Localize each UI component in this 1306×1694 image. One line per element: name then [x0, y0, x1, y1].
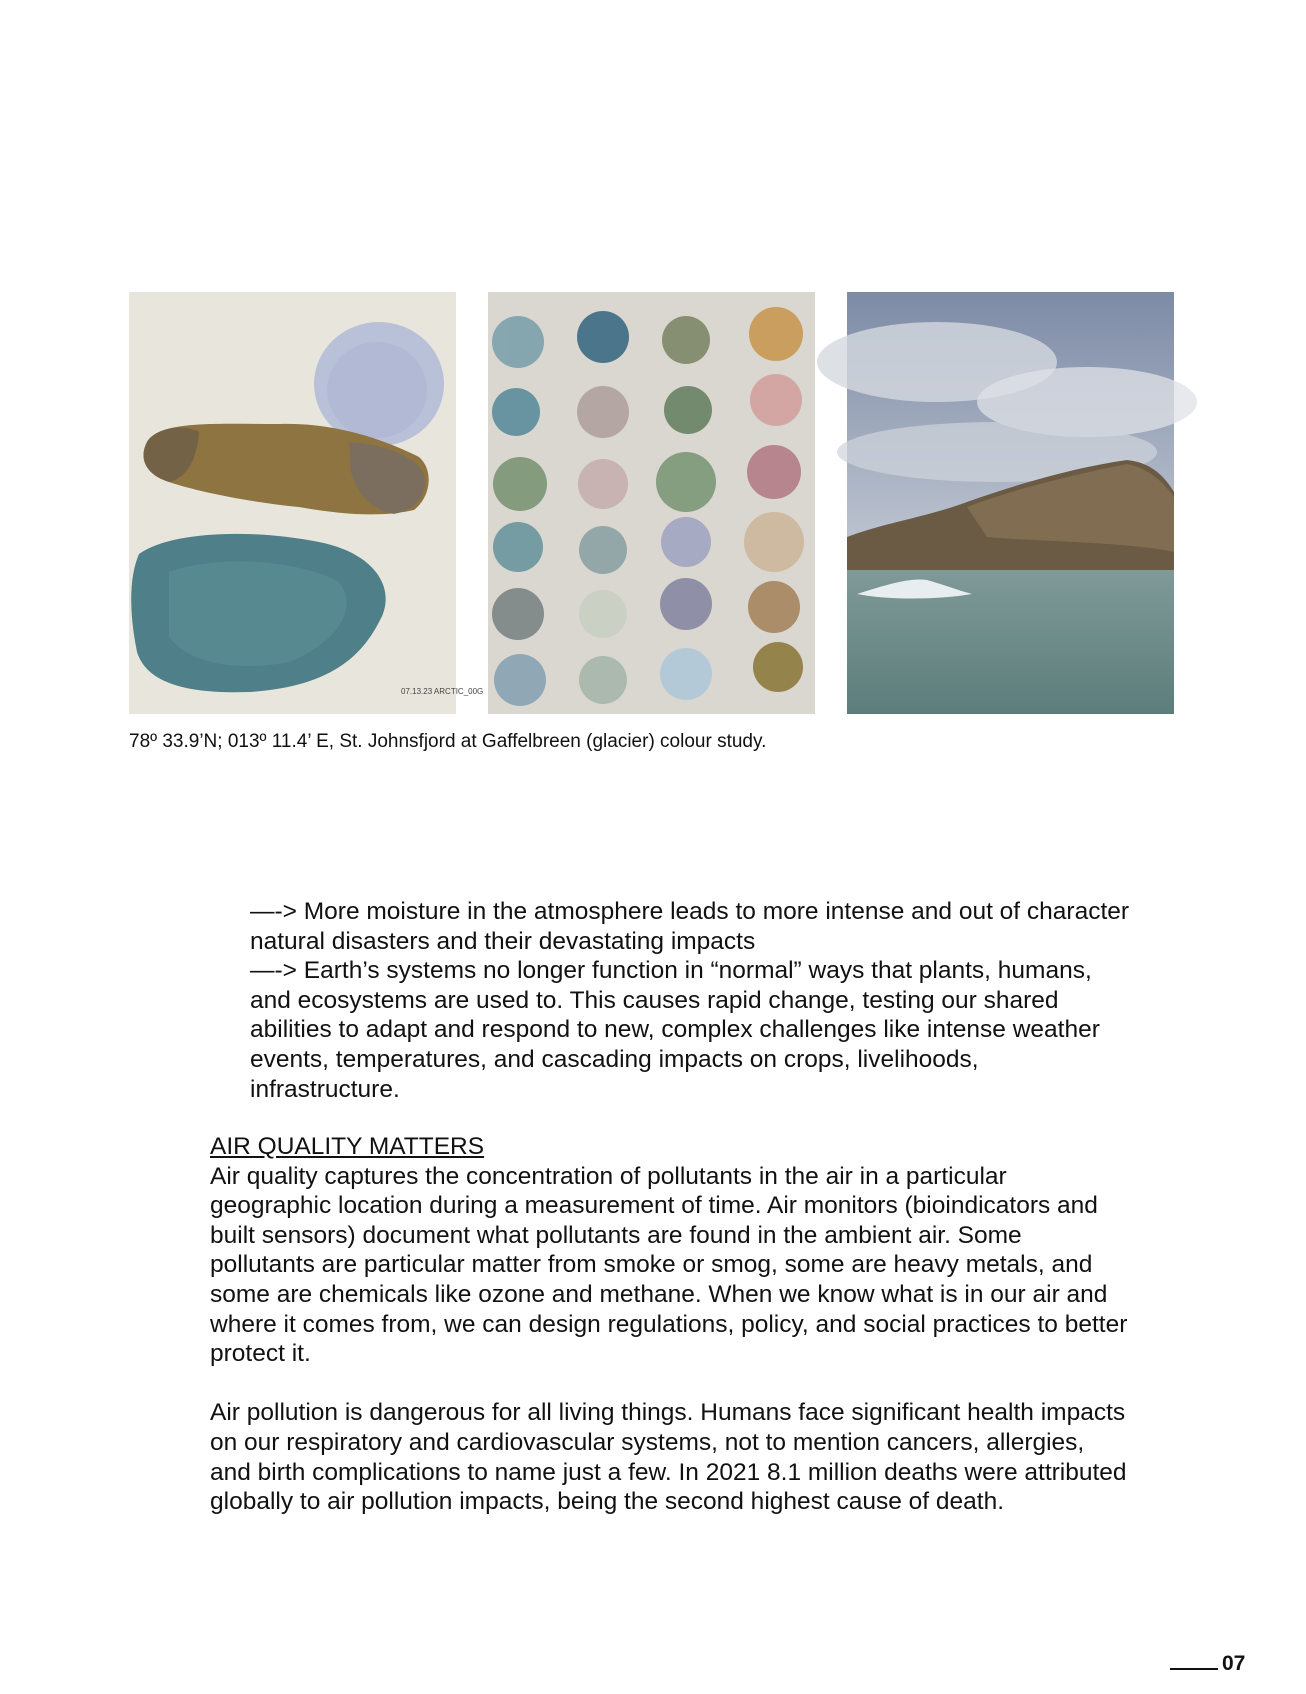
- page-number-rule: [1170, 1668, 1218, 1670]
- watercolour-dot-palette-image: [488, 292, 815, 714]
- note-earth-systems: —-> Earth’s systems no longer function in “normal” ways that plants, humans, and ecosystems are used to. This causes rapid change, testing our shared abilities to adapt and respond to new, complex challenges like intense weather events, temperatures, and cascading impacts on crops, livelihoods, infrastructure.: [250, 957, 1100, 1103]
- glacier-fjord-scene: [847, 292, 1174, 714]
- note-moisture: —-> More moisture in the atmosphere leads to more intense and out of character natural disasters and their devastating impacts: [250, 898, 1130, 955]
- watercolour-swatch-study-image: [129, 292, 484, 714]
- indented-notes: [250, 897, 1130, 1104]
- page-number: [1170, 1652, 1245, 1676]
- section-heading: AIR QUALITY MATTERS: [210, 1133, 485, 1160]
- page-number-text: 07: [1222, 1652, 1246, 1675]
- air-quality-section: [210, 1132, 1130, 1517]
- watercolour-swatch-study-art: [129, 292, 484, 714]
- inscription-date: 07.13.23 ARCTIC_00G: [401, 687, 484, 696]
- paragraph-air-pollution: Air pollution is dangerous for all living things. Humans face significant health impacts on our respiratory and cardiovascular systems, not to mention cancers, allergies, and birth complications to name just a few. In 2021 8.1 million deaths were attributed globally to air pollution impacts, being the second highest cause of death.: [210, 1399, 1127, 1516]
- watercolour-dot-palette-art: [488, 292, 815, 714]
- glacier-fjord-photo: [847, 292, 1174, 714]
- paragraph-air-quality: Air quality captures the concentration of pollutants in the air in a particular geographic location during a measurement of time. Air monitors (bioindicators and built sensors) document what pollutants are found in the ambient air. Some pollutants are particular matter from smoke or smog, some are heavy metals, and some are chemicals like ozone and methane. When we know what is in our air and where it comes from, we can design regulations, policy, and social practices to better protect it.: [210, 1162, 1128, 1368]
- figure-caption: 78º 33.9’N; 013º 11.4’ E, St. Johnsfjord at Gaffelbreen (glacier) colour study.: [129, 731, 767, 752]
